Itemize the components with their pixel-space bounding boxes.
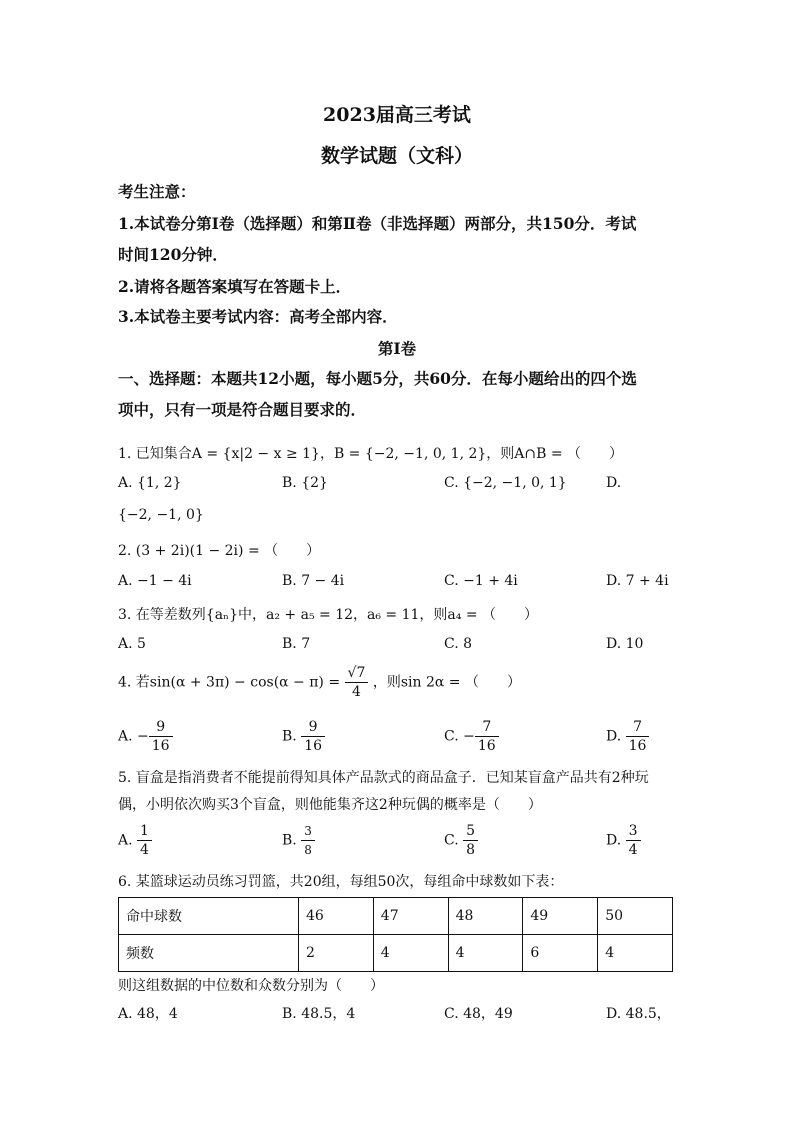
q6-stem: 6. 某篮球运动员练习罚篮，共20组，每组50次，每组命中球数如下表： — [118, 874, 564, 890]
q5-option-d-numerator: 3 — [626, 822, 641, 841]
q5-stem-line-2: 偶，小明依次购买3个盲盒，则他能集齐这2种玩偶的概率是（ ） — [118, 797, 542, 813]
q6-option-c: C. 48，49 — [444, 1006, 513, 1022]
volume-heading: 第Ⅰ卷 — [377, 339, 417, 358]
q4-option-a — [118, 718, 173, 755]
q4-option-d-label: D. — [606, 728, 622, 745]
q5-option-b-denominator: 8 — [304, 843, 312, 857]
q5-option-b-fraction — [301, 822, 315, 859]
q4-option-b-label: B. — [282, 728, 297, 745]
q5-option-b-label: B. — [282, 832, 297, 849]
q5-option-b-numerator: 3 — [301, 822, 315, 841]
q2-option-b: B. 7 − 4i — [282, 573, 345, 589]
table-row-label-hits: 命中球数 — [119, 898, 299, 935]
q4-option-b-fraction — [301, 718, 325, 755]
table-row-label-frequency: 频数 — [119, 935, 299, 972]
q1-option-c: C. {−2, −1, 0, 1} — [444, 475, 567, 491]
q4-option-a-denominator: 16 — [151, 738, 170, 754]
q4-option-d-fraction — [626, 718, 650, 755]
q5-option-d-denominator: 4 — [628, 842, 638, 858]
q6-table — [118, 897, 673, 972]
q2-option-c: C. −1 + 4i — [444, 573, 518, 589]
q4-option-b-denominator: 16 — [304, 738, 323, 754]
q5-stem-line-1: 5. 盲盒是指消费者不能提前得知具体产品款式的商品盒子．已知某盲盒产品共有2种玩 — [118, 770, 649, 786]
exam-subtitle: 数学试题（文科） — [320, 145, 473, 167]
table-cell: 4 — [448, 935, 523, 972]
q4-option-c-label: C. — [444, 728, 459, 745]
q5-option-a-fraction — [137, 822, 152, 859]
q5-option-c-label: C. — [444, 832, 459, 849]
q4-stem-fraction-denominator: 4 — [352, 684, 361, 700]
q4-option-c-sign: − — [463, 728, 475, 745]
notice-item-2: 2.请将各题答案填写在答题卡上． — [118, 277, 352, 296]
q4-option-a-label: A. — [118, 728, 133, 745]
notice-item-1-line-1: 1.本试卷分第Ⅰ卷（选择题）和第Ⅱ卷（非选择题）两部分，共150分．考试 — [118, 214, 637, 233]
q1-stem: 1. 已知集合A = {x|2 − x ≥ 1}，B = {−2, −1, 0, 1, 2}，则A∩B = （ ） — [118, 446, 624, 462]
q5-option-a — [118, 822, 152, 859]
table-cell: 49 — [523, 898, 598, 935]
table-cell: 2 — [299, 935, 374, 972]
q3-option-d: D. 10 — [606, 636, 644, 652]
q3-option-a: A. 5 — [118, 636, 146, 652]
q4-option-c-numerator: 7 — [475, 718, 499, 737]
q4-stem-prefix: 4. 若sin(α + 3π) − cos(α − π) = — [118, 674, 341, 691]
q5-option-c — [444, 822, 478, 859]
q1-option-d: D. — [606, 475, 622, 491]
table-cell: 6 — [523, 935, 598, 972]
q2-option-a: A. −1 − 4i — [118, 573, 192, 589]
notice-heading: 考生注意： — [118, 182, 196, 201]
q4-option-d — [606, 718, 649, 755]
q5-option-c-numerator: 5 — [463, 822, 478, 841]
q5-option-d-fraction — [626, 822, 641, 859]
q1-option-a: A. {1, 2} — [118, 475, 182, 491]
q6-option-d: D. 48.5， — [606, 1006, 671, 1022]
notice-item-3: 3.本试卷主要考试内容：高考全部内容． — [118, 307, 398, 326]
q4-option-a-fraction — [149, 718, 173, 755]
table-cell: 4 — [373, 935, 448, 972]
section-instructions-line-1: 一、选择题：本题共12小题，每小题5分，共60分．在每小题给出的四个选 — [118, 369, 637, 388]
q5-option-d — [606, 822, 641, 859]
q4-option-d-denominator: 16 — [628, 738, 647, 754]
q4-option-a-sign: − — [137, 728, 149, 745]
q6-option-a: A. 48，4 — [118, 1006, 178, 1022]
q3-option-c: C. 8 — [444, 636, 473, 652]
q5-option-d-label: D. — [606, 832, 622, 849]
q3-option-b: B. 7 — [282, 636, 311, 652]
q4-option-b — [282, 718, 325, 755]
q4-option-b-numerator: 9 — [301, 718, 325, 737]
section-instructions-line-2: 项中，只有一项是符合题目要求的． — [118, 400, 367, 419]
q4-option-c-fraction — [475, 718, 499, 755]
q3-stem: 3. 在等差数列{aₙ}中，a₂ + a₅ = 12，a₆ = 11，则a₄ = （ ） — [118, 607, 539, 623]
q4-stem-fraction-numerator: √7 — [345, 664, 369, 683]
q4-option-c-denominator: 16 — [477, 738, 496, 754]
q2-stem: 2. (3 + 2i)(1 − 2i) = （ ） — [118, 543, 321, 559]
q5-option-a-denominator: 4 — [140, 842, 149, 858]
exam-title: 2023届高三考试 — [323, 104, 471, 126]
notice-item-1-line-2: 时间120分钟． — [118, 245, 228, 264]
q6-option-b: B. 48.5，4 — [282, 1006, 356, 1022]
q5-option-c-fraction — [463, 822, 478, 859]
q5-option-c-denominator: 8 — [466, 842, 476, 858]
q5-option-b — [282, 822, 315, 859]
q4-option-d-numerator: 7 — [626, 718, 650, 737]
q5-option-a-label: A. — [118, 832, 133, 849]
q2-option-d: D. 7 + 4i — [606, 573, 669, 589]
table-cell: 46 — [299, 898, 374, 935]
q4-stem — [118, 664, 521, 701]
q4-stem-fraction — [345, 664, 369, 701]
table-cell: 48 — [448, 898, 523, 935]
q5-option-a-numerator: 1 — [137, 822, 152, 841]
table-cell: 4 — [598, 935, 673, 972]
table-row — [119, 935, 673, 972]
q1-option-d-value: {−2, −1, 0} — [118, 507, 204, 523]
q4-option-a-numerator: 9 — [149, 718, 173, 737]
table-cell: 47 — [373, 898, 448, 935]
q4-stem-suffix: ，则sin 2α = （ ） — [372, 674, 521, 691]
q1-option-b: B. {2} — [282, 475, 328, 491]
table-cell: 50 — [598, 898, 673, 935]
table-row — [119, 898, 673, 935]
q4-option-c — [444, 718, 499, 755]
q6-question: 则这组数据的中位数和众数分别为（ ） — [118, 978, 384, 994]
